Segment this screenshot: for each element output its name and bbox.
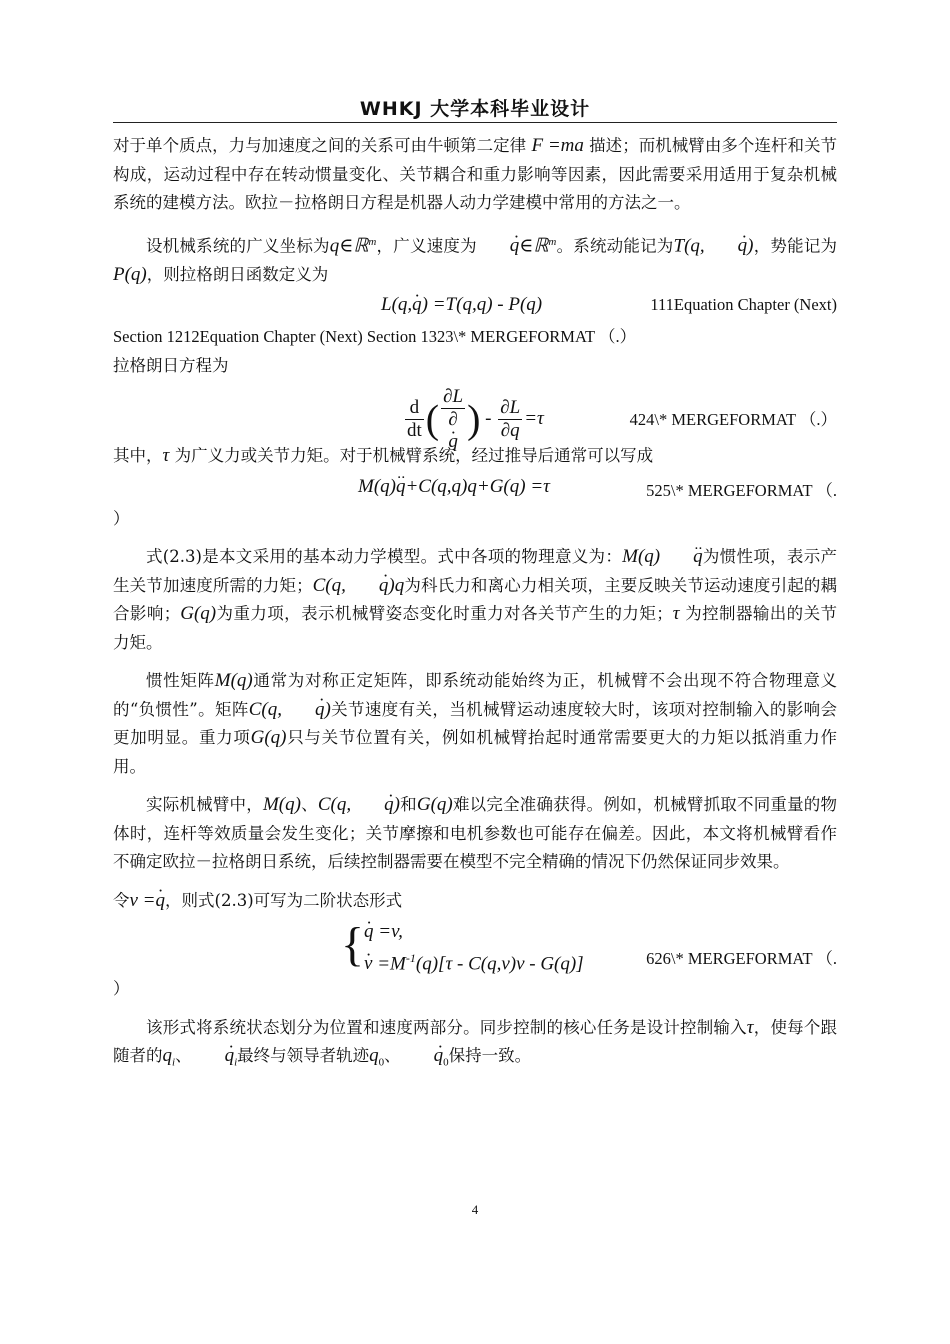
page-number: 4: [471, 1202, 479, 1217]
equation-lagrange: $\frac{d}{dt}$ ( ∂L ∂ q · ) - $\frac{\partial L}{\partial q}$ =τ 424\* MERGEFORMAT （.）: [113, 380, 837, 442]
paragraph-uncertainty: 实际机械臂中，M(q)、C(q, q ·)和G(q)难以完全准确获得。例如，机械臂抓取不同重量的物体时，连杆等效质量会发生变化；关节摩擦和电机参数也可能存在偏差。因此，本文将机械臂看作不确定欧拉－拉格朗日系统，后续控制器需要在模型不完全精确的情况下仍然保证同步效果。: [113, 791, 837, 877]
paragraph-newton: 对于单个质点，力与加速度之间的关系可由牛顿第二定律 F =ma 描述；而机械臂由多个连杆和关节构成，运动过程中存在转动惯量变化、关节耦合和重力影响等因素，因此需要采用适用于复杂机械系统的建模方法。欧拉－拉格朗日方程是机器人动力学建模中常用的方法之一。: [113, 135, 838, 212]
paragraph-coordinates: 设机械系统的广义坐标为q∈ℝ$^m$，广义速度为 q ·∈ℝ$^m$。系统动能记为T(q, q ·)，势能记为P(q)，则拉格朗日函数定义为: [113, 228, 837, 290]
equation-tag: 424\* MERGEFORMAT （.）: [629, 410, 837, 429]
header-divider: [113, 122, 837, 123]
page-body: 对于单个质点，力与加速度之间的关系可由牛顿第二定律 F =ma 描述；而机械臂由多个连杆和关节构成，运动过程中存在转动惯量变化、关节耦合和重力影响等因素，因此需要采用适用于复杂机械系统的建模方法。欧拉－拉格朗日方程是机器人动力学建模中常用的方法之一。 设机械系统的广义坐标为q∈ℝ$^m$，广义速度为 q ·∈ℝ$^m$。系统动能记为T(q, q ·)，势能记为P(q)，则拉格朗日函数定义为 L(q,q ·) =T(q,q) - P(q) 111Equation Chapter (Next) Section 1212Equation Chapter (Next) Section 1323\* MERGEFORMAT （.） 拉格朗日方程为 $\frac{d}{dt}$ ( ∂L ∂ q · ) - $\frac{\partial L}{\partial q}$ =τ 424\* MERGEFORMAT （.） 其中，τ 为广义力或关节力矩。对于机械臂系统，经过推导后通常可以写成 M(q)q ··+C(q,q)q+G(q) =τ 525\* MERGEFORMAT （. ） 式(2.3)是本文采用的基本动力学模型。式中各项的物理意义为：M(q) q ··为惯性项，表示产生关节加速度所需的力矩；C(q, q ·)q为科氏力和离心力相关项，主要反映关节运动速度引起的耦合影响；G(q)为重力项，表示机械臂姿态变化时重力对各关节产生的力矩；τ 为控制器输出的关节力矩。 惯性矩阵M(q)通常为对称正定矩阵，即系统动能始终为正，机械臂不会出现不符合物理意义的“负惯性”。矩阵C(q, q ·)关节速度有关，当机械臂运动速度较大时，该项对控制输入的影响会更加明显。重力项G(q)只与关节位置有关，例如机械臂抬起时通常需要更大的力矩以抵消重力作用。 实际机械臂中，M(q)、C(q, q ·)和G(q)难以完全准确获得。例如，机械臂抓取不同重量的物体时，连杆等效质量会发生变化；关节摩擦和电机参数也可能存在偏差。因此，本文将机械臂看作不确定欧拉－拉格朗日系统，后续控制器需要在模型不完全精确的情况下仍然保证同步效果。 令v =q ·，则式(2.3)可写为二阶状态形式 { q · =v, $v \cdot =M^{-1}(q)[\tau - C(q,v)v - G(q)]$ 626\* MERGEFORMAT （. ） 该形式将系统状态划分为位置和速度两部分。同步控制的核心任务是设计控制输入τ，使每个跟随者的$q_i$、 $q \cdot_i$最终与领导者轨迹$q_0$、 $q \cdot_0$保持一致。: [113, 132, 837, 1077]
equation-tag: 626\* MERGEFORMAT （.: [646, 949, 837, 968]
paragraph-sync-goal: 该形式将系统状态划分为位置和速度两部分。同步控制的核心任务是设计控制输入τ，使每个跟随者的$q_i$、 $q \cdot_i$最终与领导者轨迹$q_0$、 $q \cdot_0$保持一致。: [113, 1014, 837, 1077]
paragraph-state-form: 令v =q ·，则式(2.3)可写为二阶状态形式: [113, 887, 837, 916]
paragraph-lagrange-intro: 拉格朗日方程为: [113, 355, 229, 375]
equation-dynamics: M(q)q ··+C(q,q)q+G(q) =τ 525\* MERGEFORMAT （.: [113, 471, 837, 505]
equation-lagrangian: L(q,q ·) =T(q,q) - P(q) 111Equation Chapter (Next): [113, 289, 837, 323]
equation-tag: 525\* MERGEFORMAT （.: [646, 480, 837, 500]
equation-field-code: Section 1212Equation Chapter (Next) Section 1323\* MERGEFORMAT （.）: [113, 327, 637, 346]
equation-tag: 111Equation Chapter (Next): [650, 295, 837, 314]
math-newton-law: F =ma: [531, 135, 584, 156]
page-header: WHKJ 大学本科毕业设计: [359, 98, 591, 120]
paragraph-tau: 其中，τ 为广义力或关节力矩。对于机械臂系统，经过推导后通常可以写成: [113, 445, 654, 466]
paragraph-terms: 式(2.3)是本文采用的基本动力学模型。式中各项的物理意义为：M(q) q ··为惯性项，表示产生关节加速度所需的力矩；C(q, q ·)q为科氏力和离心力相关项，主要反映关节运动速度引起的耦合影响；G(q)为重力项，表示机械臂姿态变化时重力对各关节产生的力矩；τ 为控制器输出的关节力矩。: [113, 543, 837, 657]
equation-state-space: { q · =v, $v \cdot =M^{-1}(q)[\tau - C(q,v)v - G(q)]$ 626\* MERGEFORMAT （.: [113, 915, 837, 975]
paragraph-inertia: 惯性矩阵M(q)通常为对称正定矩阵，即系统动能始终为正，机械臂不会出现不符合物理意义的“负惯性”。矩阵C(q, q ·)关节速度有关，当机械臂运动速度较大时，该项对控制输入的影响会更加明显。重力项G(q)只与关节位置有关，例如机械臂抬起时通常需要更大的力矩以抵消重力作用。: [113, 667, 837, 781]
